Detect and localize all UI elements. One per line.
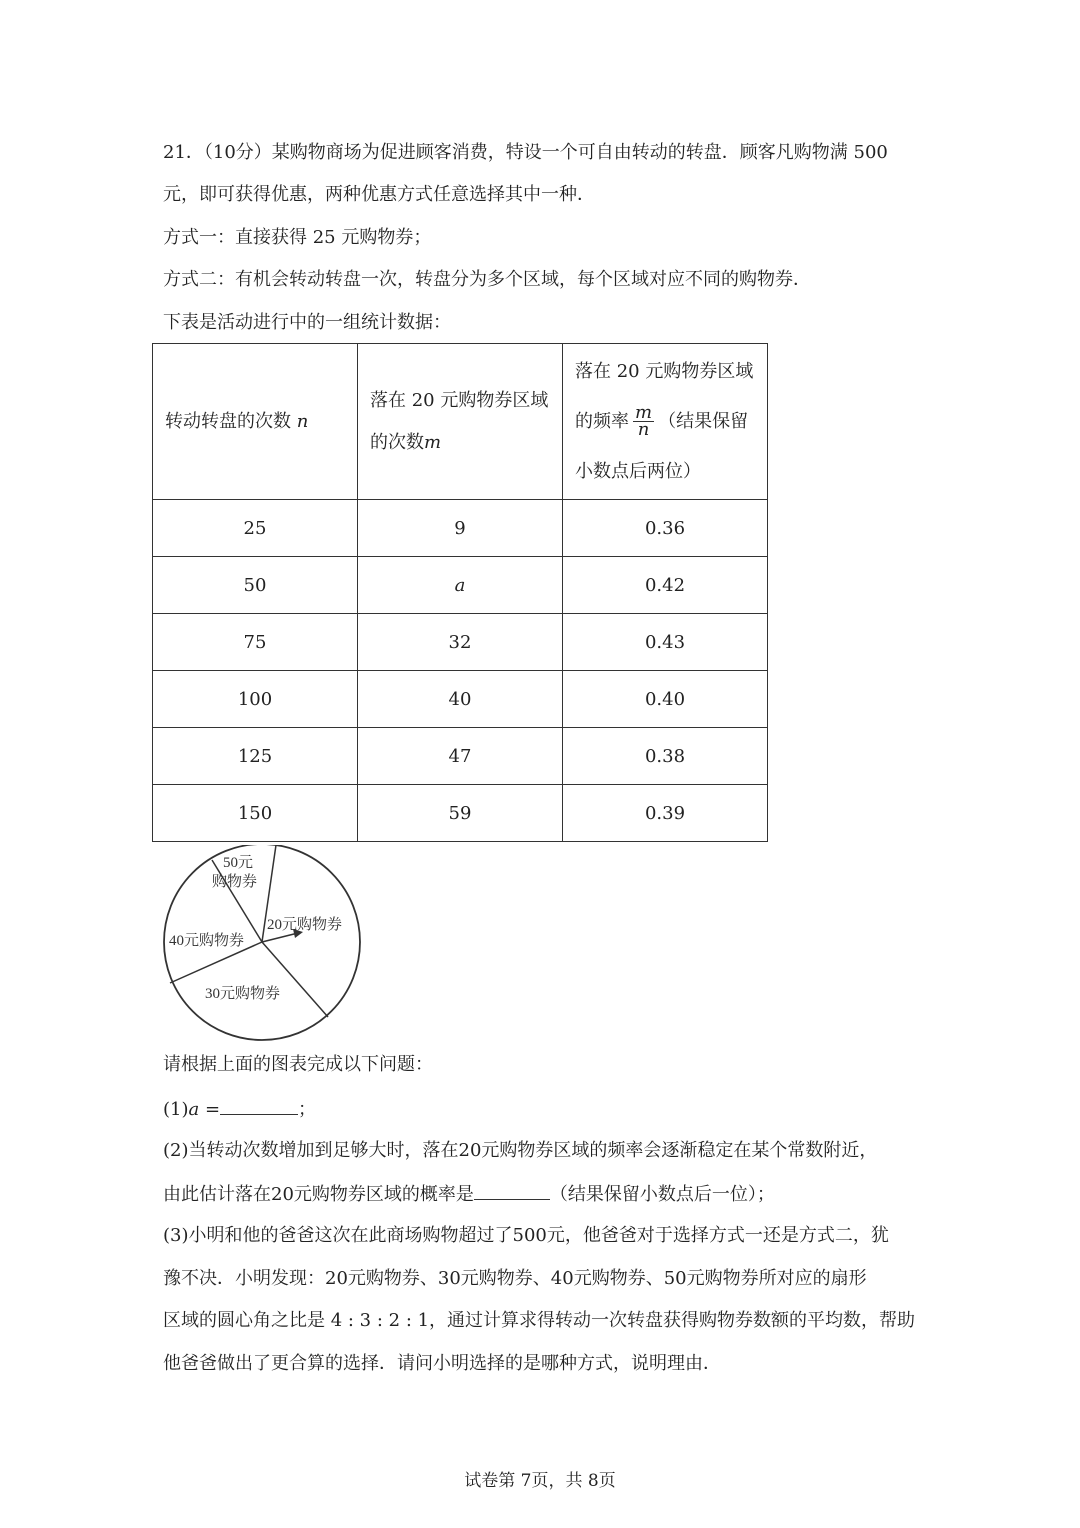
method-two: 方式二：有机会转动转盘一次，转盘分为多个区域，每个区域对应不同的购物券． bbox=[163, 269, 811, 290]
cell-frequency: 0.42 bbox=[563, 557, 768, 614]
fraction-denominator: n bbox=[637, 419, 650, 440]
table-row bbox=[153, 728, 768, 785]
header-freq-line3: 小数点后两位） bbox=[575, 460, 701, 482]
q1-end: ； bbox=[298, 1099, 317, 1120]
question-3-line2: 豫不决．小明发现：20元购物券、30元购物券、40元购物券、50元购物券所对应的扇形 bbox=[163, 1268, 867, 1289]
q1-var-a: a bbox=[188, 1099, 200, 1120]
header-freq-note: （结果保留 bbox=[658, 410, 749, 432]
question-3-line4: 他爸爸做出了更合算的选择．请问小明选择的是哪种方式，说明理由． bbox=[163, 1353, 721, 1374]
label-30: 30元购物券 bbox=[205, 986, 281, 1002]
q1-equals: = bbox=[199, 1099, 221, 1120]
cell-frequency: 0.39 bbox=[563, 785, 768, 842]
header-freq-label: 的频率 bbox=[575, 410, 629, 432]
cell-hits-unknown: a bbox=[358, 557, 563, 614]
page-footer: 试卷第 7页，共 8页 bbox=[464, 1471, 616, 1491]
questions-intro: 请根据上面的图表完成以下问题： bbox=[163, 1054, 433, 1075]
cell-hits: 40 bbox=[358, 671, 563, 728]
question-3-line3: 区域的圆心角之比是 4 : 3 : 2 : 1，通过计算求得转动一次转盘获得购物券数额的平均数，帮助 bbox=[163, 1310, 916, 1331]
question-line-1: 21．（10分）某购物商场为促进顾客消费，特设一个可自由转动的转盘．顾客凡购物满 500 bbox=[163, 142, 888, 163]
cell-frequency: 0.38 bbox=[563, 728, 768, 785]
table-row bbox=[153, 785, 768, 842]
cell-hits: 32 bbox=[358, 614, 563, 671]
label-40: 40元购物券 bbox=[169, 933, 245, 949]
table-header-row bbox=[153, 344, 768, 500]
table-row bbox=[153, 671, 768, 728]
cell-hits: 59 bbox=[358, 785, 563, 842]
question-2-line1: (2)当转动次数增加到足够大时，落在20元购物券区域的频率会逐渐稳定在某个常数附近， bbox=[163, 1140, 878, 1161]
header-spins-label: 转动转盘的次数 bbox=[165, 410, 291, 432]
header-spins bbox=[153, 344, 358, 500]
q1-number: (1) bbox=[163, 1099, 189, 1120]
question-2-line2 bbox=[163, 1181, 775, 1207]
statistics-table bbox=[152, 343, 768, 842]
label-50-line2: 购物券 bbox=[212, 874, 258, 890]
header-frequency bbox=[563, 344, 768, 500]
cell-spins: 150 bbox=[153, 785, 358, 842]
table-row bbox=[153, 557, 768, 614]
cell-spins: 125 bbox=[153, 728, 358, 785]
var-n: n bbox=[296, 410, 309, 432]
table-row bbox=[153, 614, 768, 671]
header-hits-line1: 落在 20 元购物券区域 bbox=[370, 389, 549, 411]
q2-answer-blank[interactable] bbox=[474, 1181, 550, 1200]
cell-frequency: 0.43 bbox=[563, 614, 768, 671]
fraction-m-over-n bbox=[633, 402, 654, 440]
cell-hits: 47 bbox=[358, 728, 563, 785]
table-intro: 下表是活动进行中的一组统计数据： bbox=[163, 312, 451, 333]
var-m: m bbox=[424, 431, 442, 453]
cell-frequency: 0.36 bbox=[563, 500, 768, 557]
cell-frequency: 0.40 bbox=[563, 671, 768, 728]
label-50-line1: 50元 bbox=[223, 855, 254, 871]
question-3-line1: (3)小明和他的爸爸这次在此商场购物超过了500元，他爸爸对于选择方式一还是方式二，犹 bbox=[163, 1225, 889, 1246]
divider-40-50 bbox=[212, 860, 262, 942]
header-hits-line2: 的次数 bbox=[370, 431, 424, 453]
cell-spins: 50 bbox=[153, 557, 358, 614]
question-line-2: 元，即可获得优惠，两种优惠方式任意选择其中一种． bbox=[163, 184, 595, 205]
label-20: 20元购物券 bbox=[267, 917, 343, 933]
fraction-numerator: m bbox=[635, 402, 653, 423]
cell-spins: 25 bbox=[153, 500, 358, 557]
spinner-wheel bbox=[160, 845, 370, 1045]
header-freq-line1: 落在 20 元购物券区域 bbox=[575, 360, 754, 382]
q2-note: （结果保留小数点后一位）； bbox=[549, 1184, 775, 1205]
pointer-arrow bbox=[262, 933, 298, 942]
table-row bbox=[153, 500, 768, 557]
question-1 bbox=[163, 1096, 316, 1122]
q2-text: 由此估计落在20元购物券区域的概率是 bbox=[163, 1184, 474, 1205]
cell-spins: 100 bbox=[153, 671, 358, 728]
q1-answer-blank[interactable] bbox=[220, 1096, 298, 1115]
header-hits bbox=[358, 344, 563, 500]
divider-20-30 bbox=[262, 942, 328, 1017]
cell-hits: 9 bbox=[358, 500, 563, 557]
cell-spins: 75 bbox=[153, 614, 358, 671]
method-one: 方式一：直接获得 25 元购物券； bbox=[163, 227, 432, 248]
